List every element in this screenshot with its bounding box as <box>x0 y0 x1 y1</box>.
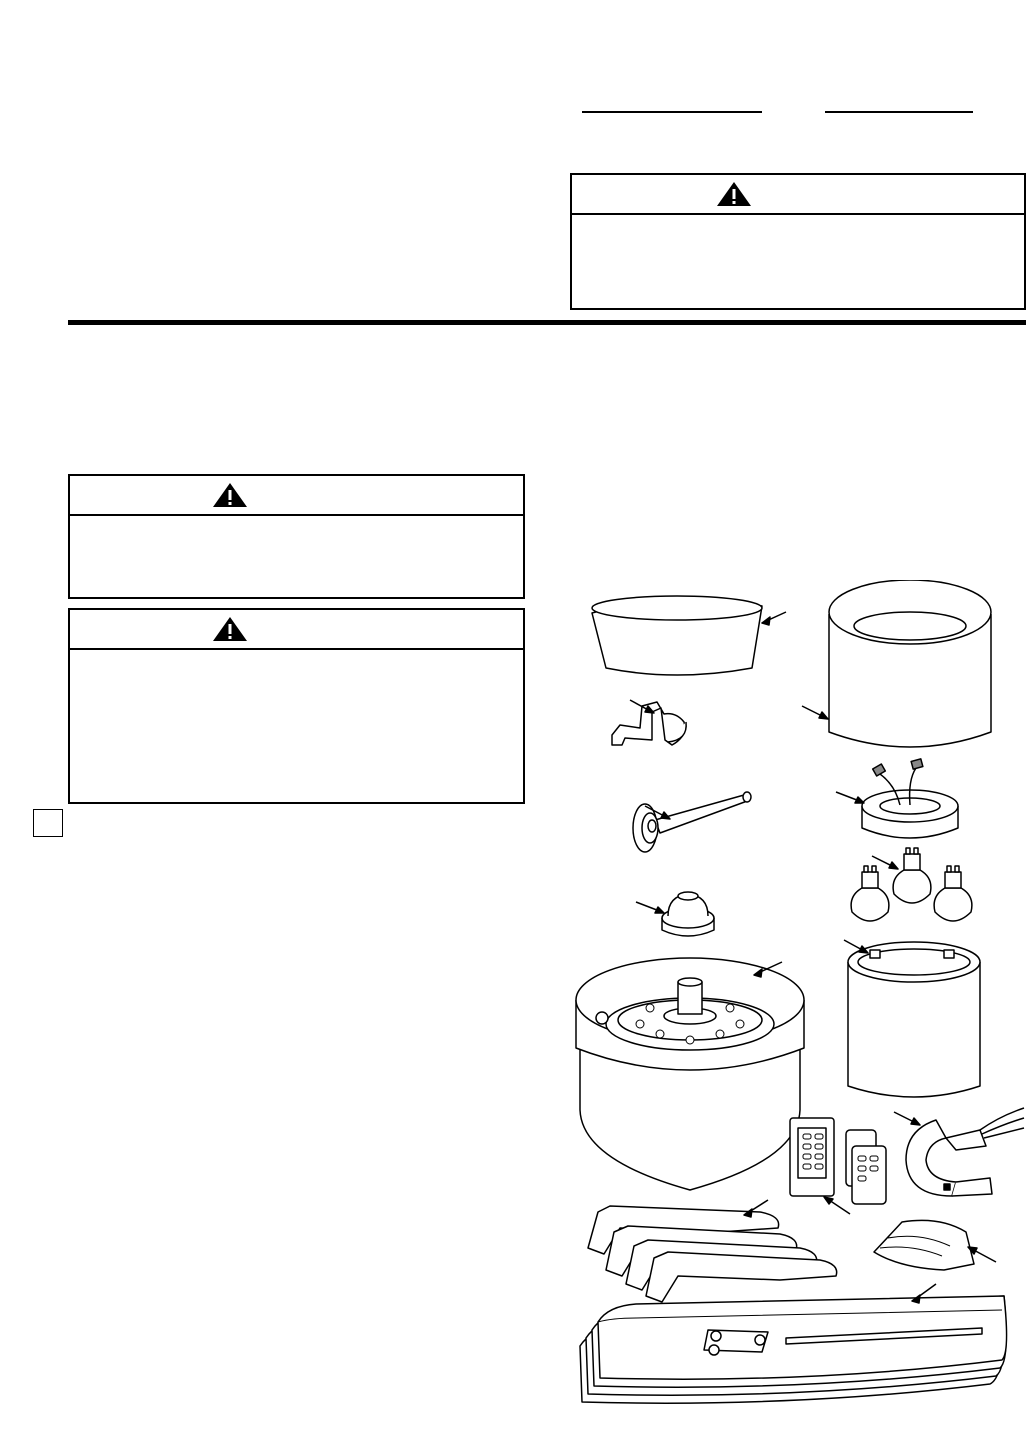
section-divider <box>68 320 1026 325</box>
fan-motor-assembly <box>576 958 804 1190</box>
motor-housing-cylinder <box>802 580 991 747</box>
hanger-bracket <box>612 700 686 745</box>
parts-illustration <box>560 580 1026 1440</box>
yoke-cover <box>636 892 714 936</box>
warning-triangle-icon <box>212 482 248 508</box>
canopy-cover <box>592 596 786 675</box>
light-housing-cylinder <box>844 940 980 1097</box>
hardware-bag <box>874 1220 996 1270</box>
blank-field-line-2 <box>825 111 973 113</box>
wall-control-and-remotes <box>790 1118 886 1214</box>
blank-field-line-1 <box>582 111 762 113</box>
warning-triangle-icon <box>716 181 752 207</box>
downrod <box>633 792 751 852</box>
blade-irons <box>588 1200 837 1302</box>
empty-checkbox-icon <box>33 809 63 837</box>
warning-box-left-1 <box>68 474 525 599</box>
fan-blades <box>580 1284 1007 1403</box>
wire-harness-collar <box>894 1108 1024 1196</box>
warning-triangle-icon <box>212 616 248 642</box>
warning-box-left-2 <box>68 608 525 804</box>
light-socket-ring <box>836 759 958 838</box>
halogen-bulbs <box>851 848 972 921</box>
warning-box-top-right <box>570 173 1026 310</box>
